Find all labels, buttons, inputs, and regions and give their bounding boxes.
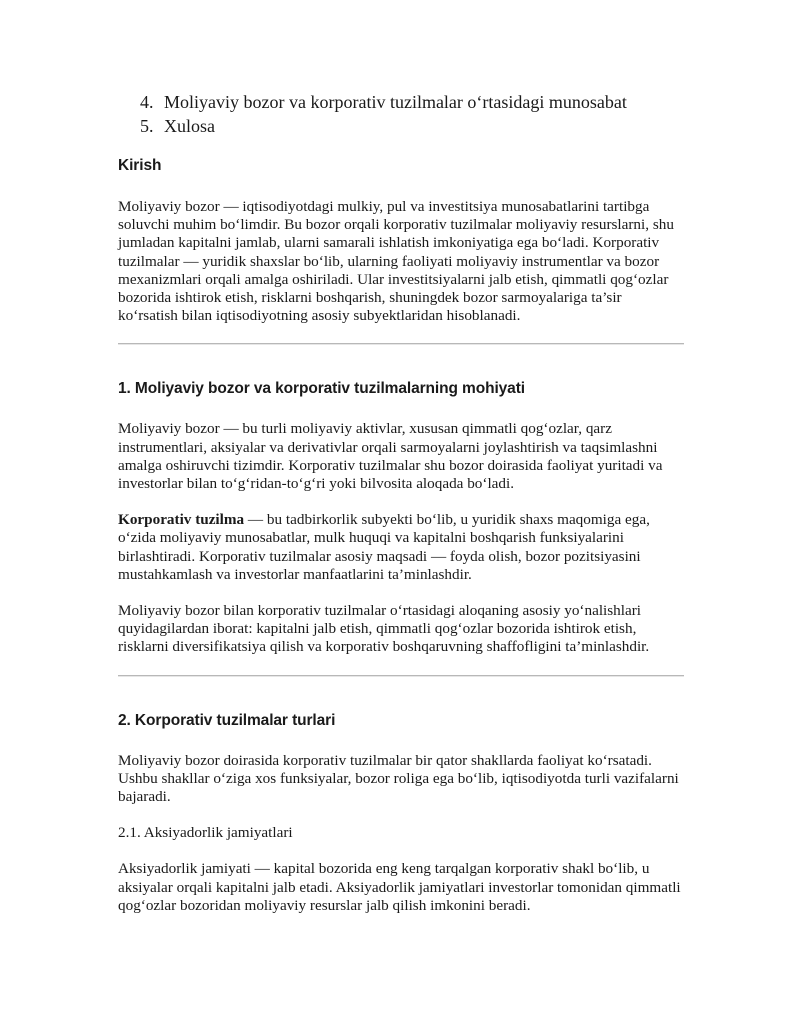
section-1-paragraph-2 — [118, 511, 684, 584]
intro-heading: Kirish — [118, 157, 162, 174]
toc-item-label: Xulosa — [164, 116, 215, 136]
section-1-heading: 1. Moliyaviy bozor va korporativ tuzilmalarning mohiyati — [118, 380, 525, 398]
toc-item — [118, 90, 684, 114]
intro-paragraph: Moliyaviy bozor — iqtisodiyotdagi mulkiy, pul va investitsiya munosabatlarini tartibga soluvchi muhim bo‘limdir. Bu bozor orqali korporativ tuzilmalar moliyaviy resurslarni, shu jumladan kapitalni jamlab, ularni samarali ishlatish imkoniyatiga ega bo‘ladi. Korporativ tuzilmalar — yuridik shaxslar bo‘lib, ularning faoliyati moliyaviy instrumentlar va bozor mexanizmlari orqali amalga oshiriladi. Ular investitsiyalarni jalb etish, qimmatli qog‘ozlar bozorida ishtirok etish, risklarni boshqarish, shuningdek bozor sarmoyalariga ta’sir ko‘rsatish bilan iqtisodiyotning asosiy subyektlaridan hisoblanadi. — [118, 198, 674, 325]
section-divider — [118, 343, 684, 345]
toc-item-number: 4. — [140, 92, 154, 112]
paragraph-text: — bu tadbirkorlik subyekti bo‘lib, u yuridik shaxs maqomiga ega, o‘zida moliyaviy munosabatlar, mulk huquqi va kapitalni boshqarish funksiyalarini birlashtiradi. Korporativ tuzilmalar asosiy maqsadi — foyda olish, bozor pozitsiyasini mustahkamlash va investorlar manfaatlarini ta’minlashdir. — [118, 511, 650, 583]
document-page — [118, 90, 684, 915]
section-2-paragraph-1: Moliyaviy bozor doirasida korporativ tuzilmalar bir qator shakllarda faoliyat ko‘rsatadi. Ushbu shakllar o‘ziga xos funksiyalar, bozor roliga ega bo‘lib, iqtisodiyotda turli vazifalarni bajaradi. — [118, 751, 679, 806]
subsection-heading: 2.1. Aksiyadorlik jamiyatlari — [118, 824, 293, 842]
table-of-contents — [118, 90, 684, 138]
section-divider — [118, 675, 684, 677]
section-2-heading: 2. Korporativ tuzilmalar turlari — [118, 711, 336, 729]
bold-term: Korporativ tuzilma — [118, 511, 245, 529]
toc-item — [118, 114, 684, 138]
section-1-paragraph-1: Moliyaviy bozor — bu turli moliyaviy aktivlar, xususan qimmatli qog‘ozlar, qarz instrumentlari, aksiyalar va derivativlar orqali sarmoyalarni joylashtirish va taqsimlashni amalga oshiruvchi tizimdir. Korporativ tuzilmalar shu bozor doirasida faoliyat yuritadi va investorlar bilan to‘g‘ridan-to‘g‘ri yoki bilvosita aloqada bo‘ladi. — [118, 420, 663, 493]
toc-item-label: Moliyaviy bozor va korporativ tuzilmalar o‘rtasidagi munosabat — [164, 92, 627, 112]
section-2-paragraph-2: Aksiyadorlik jamiyati — kapital bozorida eng keng tarqalgan korporativ shakl bo‘lib, u aksiyalar orqali kapitalni jalb etadi. Aksiyadorlik jamiyatlari investorlar tomonidan qimmatli qog‘ozlar bozoridan moliyaviy resurslar jalb qilish imkonini beradi. — [118, 860, 681, 914]
section-1-paragraph-3: Moliyaviy bozor bilan korporativ tuzilmalar o‘rtasidagi aloqaning asosiy yo‘nalishlari quyidagilardan iborat: kapitalni jalb etish, qimmatli qog‘ozlar bozorida ishtirok etish, risklarni diversifikatsiya qilish va korporativ boshqaruvning shaffofligini ta’minlashdir. — [118, 602, 650, 656]
toc-item-number: 5. — [140, 116, 154, 136]
